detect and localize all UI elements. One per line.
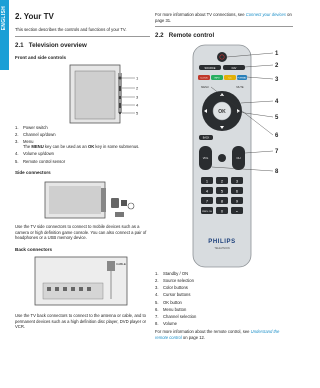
remote-callout-7: 7 <box>275 149 279 156</box>
side-text: Use the TV side connectors to connect to mobile devices such as a camera or high definition game console. You can also connect a pair of headphones or a USB memory device. <box>15 224 147 241</box>
digit-5: 5 <box>220 188 224 194</box>
side-heading: Side connectors <box>15 170 51 176</box>
back-key-label: BACK <box>202 136 210 140</box>
digit-4: 4 <box>205 188 209 194</box>
side-connectors-illustration <box>15 178 150 224</box>
overview-number: 2.1 <box>15 41 24 49</box>
cable-label: CABLE <box>116 261 126 266</box>
list-item: 8. Volume <box>155 320 177 326</box>
connect-devices-link[interactable]: Connect your devices <box>245 12 286 17</box>
front-heading: Front and side controls <box>15 54 67 60</box>
fav-key-label: FAV <box>231 66 237 70</box>
list-item: 2. Source selection <box>155 278 194 284</box>
list-item: 5. Remote control sensor <box>15 158 66 164</box>
remote-section-number: 2.2 <box>155 32 164 40</box>
left-column <box>15 12 150 333</box>
section-intro: This section describes the controls and functions of your TV. <box>15 27 127 32</box>
digit-6: 6 <box>235 188 239 194</box>
front-callout-1: 1 <box>136 75 139 81</box>
list-item: 4. Volume up/down <box>15 151 54 157</box>
prev-ch-label: PREV CH <box>202 210 212 213</box>
brand-logo: PHILIPS <box>208 239 236 246</box>
divider <box>155 26 293 27</box>
mute-button[interactable] <box>218 154 226 162</box>
list-item: 1. Power switch <box>15 124 48 130</box>
digit-0: 0 <box>220 208 224 214</box>
menu-key-label: MENU <box>201 86 209 90</box>
model-label: TELEVISION <box>214 247 230 251</box>
remote-callout-4: 4 <box>275 99 279 106</box>
remote-callout-2: 2 <box>275 63 279 70</box>
front-controls-list <box>15 125 150 165</box>
remote-items-list <box>155 271 293 326</box>
menu-note: The MENU key can be used as an OK key in some submenus. <box>23 144 140 150</box>
list-item: 5. OK button <box>155 299 182 305</box>
digit-1: 1 <box>205 178 209 184</box>
section-title-text: Your TV <box>23 12 54 21</box>
section-number: 2. <box>15 12 22 21</box>
front-callout-3: 3 <box>136 94 139 100</box>
list-item: 3. Menu The MENU key can be used as an OK key in some submenus. <box>15 139 150 150</box>
ok-key-label: OK <box>218 109 226 116</box>
list-item: 2. Channel up/down <box>15 131 56 137</box>
remote-section-title: Remote control <box>168 32 215 40</box>
list-item: 4. Cursor buttons <box>155 292 191 298</box>
remote-callout-3: 3 <box>275 77 279 84</box>
remote-link[interactable]: Understand the remote control <box>155 329 280 341</box>
right-column <box>155 12 293 344</box>
remote-control-illustration <box>155 43 293 271</box>
remote-reference: For more information about the remote control, see Understand the remote control on page 12. <box>155 329 280 341</box>
digit-8: 8 <box>220 198 224 204</box>
format-key-label: FORMAT <box>237 77 247 80</box>
section-title <box>15 12 150 21</box>
remote-heading <box>155 32 293 39</box>
digit-9: 9 <box>235 198 239 204</box>
divider <box>15 36 150 37</box>
remote-callout-5: 5 <box>275 115 279 122</box>
connections-reference: For more information about TV connections, see Connect your devices on page 31. <box>155 12 292 23</box>
front-callout-4: 4 <box>136 102 139 108</box>
back-text: Use the TV back connectors to connect to the antenna or cable, and to permanent devices such as a high definition disc player, DVD player or VCR. <box>15 312 147 330</box>
remote-callout-6: 6 <box>275 133 279 140</box>
tv-front-illustration <box>15 63 150 125</box>
front-callout-5: 5 <box>136 110 139 116</box>
language-tab <box>0 0 9 70</box>
digit-dot: • <box>236 208 238 214</box>
clock-key-label: CLOCK <box>200 77 208 80</box>
source-key-label: SOURCE <box>204 66 216 70</box>
back-connectors-illustration <box>15 255 150 313</box>
language-tab-label: ENGLISH <box>1 6 7 31</box>
ch-key-label: CH <box>236 156 241 161</box>
digit-3: 3 <box>235 178 239 184</box>
remote-callout-8: 8 <box>275 169 279 176</box>
cc-key-label: CC <box>228 77 232 80</box>
list-item: 6. Menu button <box>155 306 187 312</box>
remote-callout-1: 1 <box>275 51 279 58</box>
list-item: 1. Standby / ON <box>155 271 189 277</box>
overview-heading <box>15 42 150 49</box>
mute-key-label: MUTE <box>236 86 244 90</box>
vol-key-label: VOL <box>202 156 209 161</box>
list-item: 3. Color buttons <box>155 285 188 291</box>
digit-2: 2 <box>220 178 224 184</box>
list-item: 7. Channel selection <box>155 313 197 319</box>
overview-title: Television overview <box>28 41 87 49</box>
front-callout-2: 2 <box>136 85 139 91</box>
back-heading: Back connectors <box>15 246 53 252</box>
digit-7: 7 <box>205 198 209 204</box>
info-key-label: INFO <box>214 77 220 80</box>
standby-button[interactable] <box>217 52 227 62</box>
